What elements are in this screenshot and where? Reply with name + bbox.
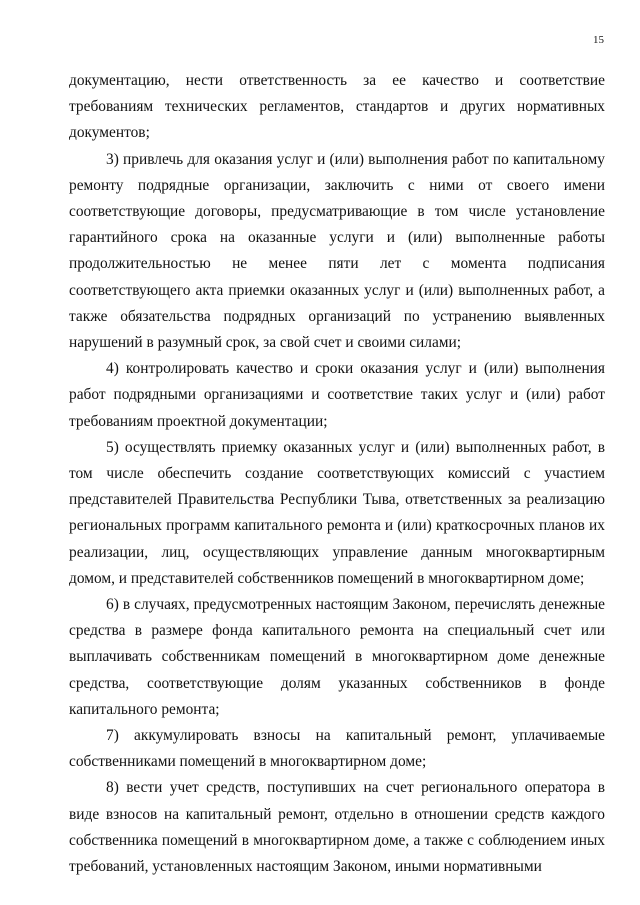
paragraph-continuation: документацию, нести ответственность за ее качество и соответствие требованиям технических регламентов, стандартов и других нормативных документов;: [69, 72, 605, 142]
paragraph-item-8: 8) вести учет средств, поступивших на счет регионального оператора в виде взносов на капитальный ремонт, отдельно в отношении средств каждого собственника помещений в многоквартирном доме, а также с соблюдением иных требований, установленных настоящим Законом, иными нормативными: [69, 779, 605, 876]
paragraph-item-6: 6) в случаях, предусмотренных настоящим Законом, перечислять денежные средства в размере фонда капитального ремонта на специальный счет или выплачивать собственникам помещений в многоквартирном доме денежные средства, соответствующие долям указанных собственников в фонде капитального ремонта;: [69, 596, 605, 718]
document-body: [69, 68, 605, 880]
paragraph-item-3: 3) привлечь для оказания услуг и (или) выполнения работ по капитальному ремонту подрядные организации, заключить с ними от своего имени соответствующие договоры, предусматривающие в том числе установление гарантийного срока на оказанные услуги и (или) выполненные работы продолжительностью не менее пяти лет с момента подписания соответствующего акта приемки оказанных услуг и (или) выполненных работ, а также обязательства подрядных организаций по устранению выявленных нарушений в разумный срок, за свой счет и своими силами;: [69, 150, 605, 352]
paragraph-item-4: 4) контролировать качество и сроки оказания услуг и (или) выполнения работ подрядными организациями и соответствие таких услуг и (или) работ требованиям проектной документации;: [69, 360, 605, 430]
page-number: 15: [593, 34, 604, 46]
paragraph-item-7: 7) аккумулировать взносы на капитальный ремонт, уплачиваемые собственниками помещений в многоквартирном доме;: [69, 727, 605, 771]
paragraph-item-5: 5) осуществлять приемку оказанных услуг и (или) выполненных работ, в том числе обеспечить создание соответствующих комиссий с участием представителей Правительства Республики Тыва, ответственных за реализацию региональных программ капитального ремонта и (или) краткосрочных планов их реализации, лиц, осуществляющих управление данным многоквартирным домом, и представителей собственников помещений в многоквартирном доме;: [69, 438, 605, 587]
